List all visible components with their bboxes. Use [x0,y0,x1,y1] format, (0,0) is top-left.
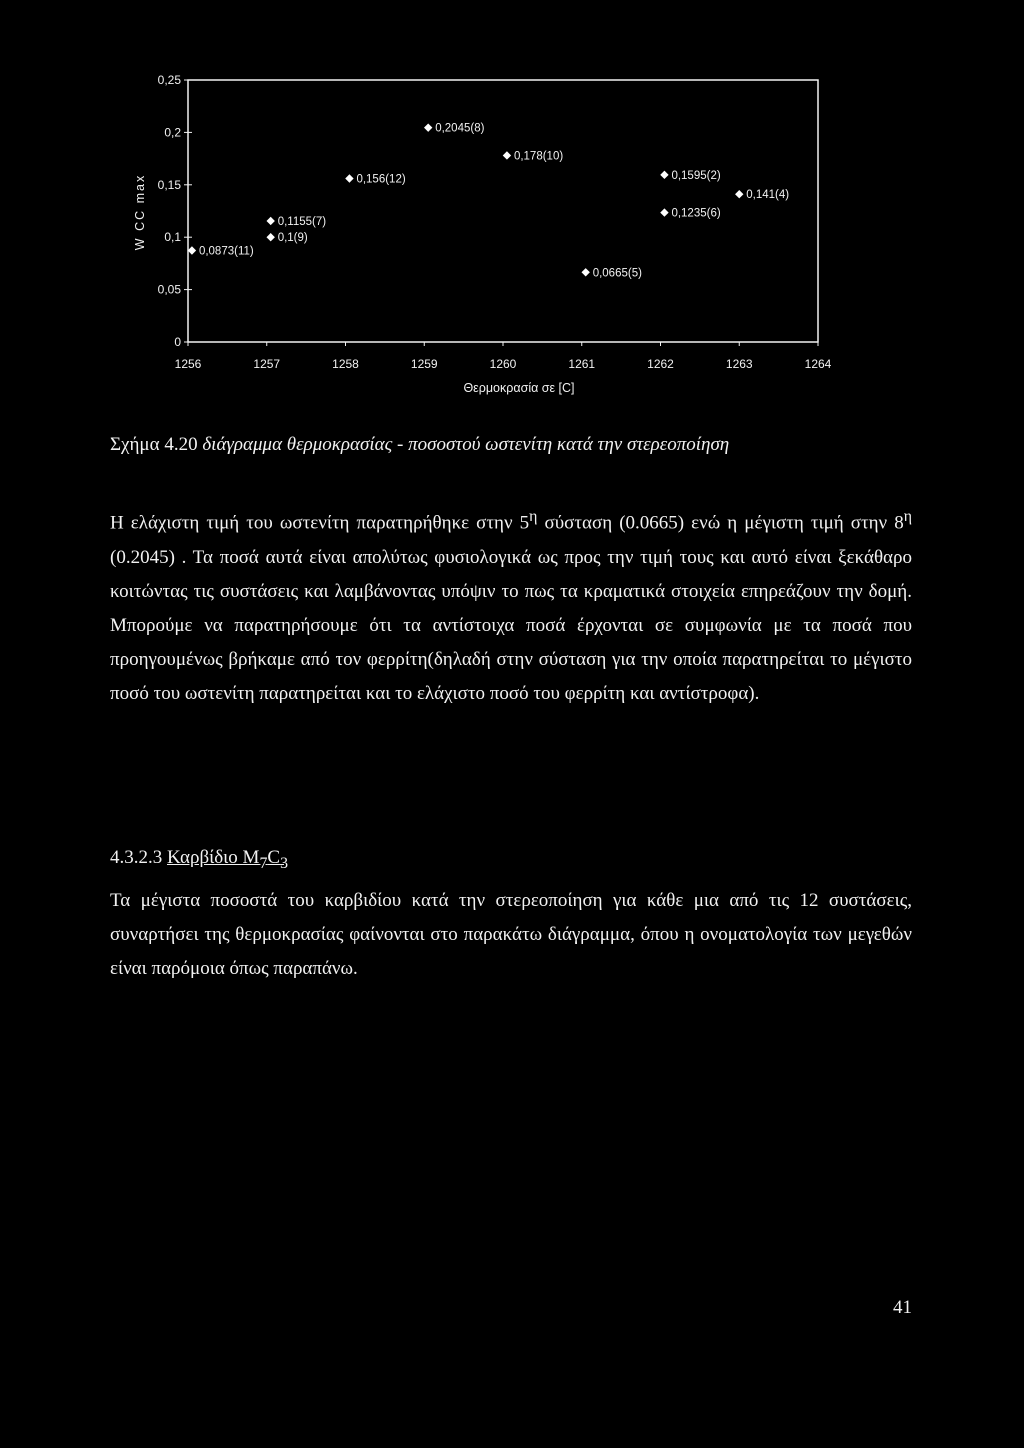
data-point-label: 0,0873(11) [198,245,254,258]
y-tick-label: 0 [174,335,181,349]
y-tick-label: 0,05 [157,282,181,297]
data-point-marker [503,151,511,159]
paragraph-carbide-intro: Τα μέγιστα ποσοστά του καρβιδίου κατά την στερεοποίηση για κάθε μια από τις 12 συστάσεις, συναρτήσει της θερμοκρασίας φαίνονται στο παρακάτω διάγραμμα, όπου η ονοματολογία των μεγεθών είναι παρόμοια όπως παραπάνω. [110,890,912,980]
y-tick-label: 0,1 [164,230,181,245]
caption-prefix: Σχήμα 4.20 [110,434,198,455]
data-point-label: 0,1155(7) [277,215,327,228]
para1-part3: (0.2045) . Τα ποσά αυτά είναι απολύτως φυσιολογικά ως προς την τιμή τους και αυτό είναι ξεκάθαρο κοιτώντας τις συστάσεις και λαμβάνοντας υπόψιν το πως τα κραματικά στοιχεία επηρεάζουν την δομή. Μπορούμε να παρατηρήσουμε ότι τα αντίστοιχα ποσά έρχονται σε συμφωνία με τα ποσά που προηγουμένως βρήκαμε από τον φερρίτη(δηλαδή στην σύσταση για την οποία παρατηρείται το μέγιστο ποσό του ωστενίτη παρατηρείται και το ελάχιστο ποσό του φερρίτη και αντίστροφα). [110,546,912,705]
x-tick-label: 1262 [647,357,674,371]
x-tick-label: 1258 [332,357,359,371]
x-tick-label: 1261 [568,357,596,371]
data-point-marker [266,233,274,241]
figure-caption [110,434,910,456]
data-point-marker [660,208,668,216]
section-number: 4.3.2.3 [110,847,163,868]
para1-part2: σύσταση (0.0665) ενώ η μέγιστη τιμή στην 8 [537,512,904,534]
data-point-marker [266,217,274,225]
paragraph-austenite-analysis [110,500,912,712]
x-tick-label: 1260 [489,357,517,371]
caption-text: διάγραμμα θερμοκρασίας - ποσοστού ωστενίτη κατά την στερεοποίηση [202,434,730,455]
data-point-marker [345,174,353,182]
para1-sup2: η [903,508,912,525]
data-point-label: 0,2045(8) [435,122,485,135]
y-tick-label: 0,25 [157,73,181,87]
data-point-marker [424,123,432,131]
data-point-label: 0,1(9) [277,232,308,245]
x-tick-label: 1257 [253,357,281,371]
para1-part1: Η ελάχιστη τιμή του ωστενίτη παρατηρήθηκε στην 5 [110,512,530,534]
x-tick-label: 1263 [725,357,753,371]
data-point-label: 0,1595(2) [671,169,721,182]
data-point-label: 0,178(10) [513,150,564,163]
data-point-label: 0,0665(5) [592,267,642,280]
data-point-marker [581,268,589,276]
para1-sup1: η [529,508,538,525]
data-point-marker [660,171,668,179]
x-tick-label: 1256 [174,357,202,371]
data-point-label: 0,1235(6) [671,207,721,220]
data-point-marker [188,246,196,254]
y-axis-title: W CC max [133,173,147,251]
data-point-marker [735,190,743,198]
section-title: Καρβίδιο $M_7C_3$ [167,847,288,872]
temperature-austenite-chart [0,0,1024,420]
x-tick-label: 1264 [804,357,832,371]
data-point-label: 0,156(12) [356,173,406,186]
x-tick-label: 1259 [410,357,438,371]
plot-area-frame [188,80,818,342]
page-number: 41 [893,1297,912,1318]
x-axis-title: Θερμοκρασία σε [C] [463,381,575,395]
y-tick-label: 0,15 [157,177,181,192]
data-point-label: 0,141(4) [746,189,790,202]
y-tick-label: 0,2 [164,125,181,140]
section-heading [110,847,288,873]
